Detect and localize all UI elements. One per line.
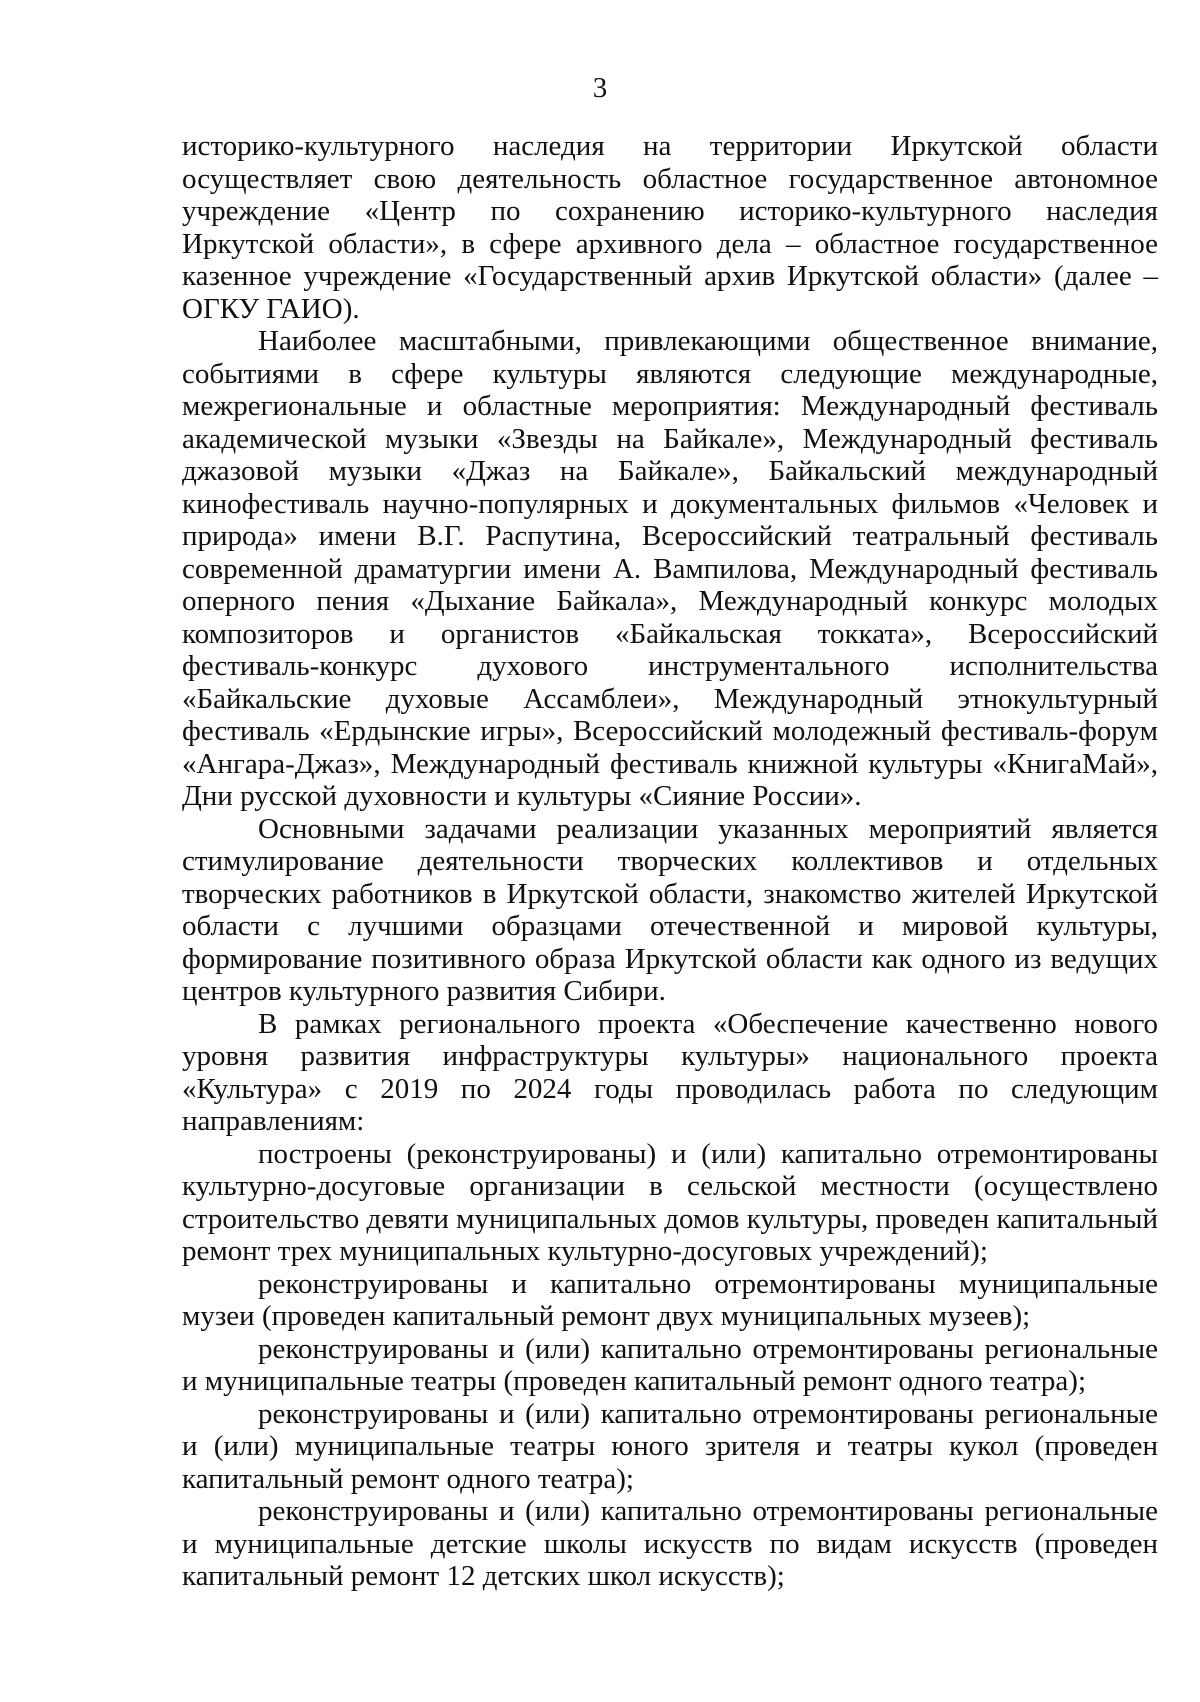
list-item-cultural-centers: построены (реконструированы) и (или) капитально отремонтированы культурно-досуговые организации в сельской местности (осуществлено строительство девяти муниципальных домов культуры, проведен капитальный ремонт трех муниципальных культурно-досуговых учреждений); — [182, 1137, 1158, 1267]
document-body — [182, 130, 1158, 1593]
list-item-theatres: реконструированы и (или) капитально отремонтированы региональные и муниципальные театры (проведен капитальный ремонт одного театра); — [182, 1332, 1158, 1397]
paragraph-continuation: историко-культурного наследия на территории Иркутской области осуществляет свою деятельность областное государственное автономное учреждение «Центр по сохранению историко-культурного наследия Иркутской области», в сфере архивного дела – областное государственное казенное учреждение «Государственный архив Иркутской области» (далее – ОГКУ ГАИО). — [182, 130, 1158, 325]
list-item-youth-puppet-theatres: реконструированы и (или) капитально отремонтированы региональные и (или) муниципальные театры юного зрителя и театры кукол (проведен капитальный ремонт одного театра); — [182, 1397, 1158, 1495]
paragraph-regional-project: В рамках регионального проекта «Обеспечение качественно нового уровня развития инфраструктуры культуры» национального проекта «Культура» с 2019 по 2024 годы проводилась работа по следующим направлениям: — [182, 1007, 1158, 1137]
paragraph-events: Наиболее масштабными, привлекающими общественное внимание, событиями в сфере культуры являются следующие международные, межрегиональные и областные мероприятия: Международный фестиваль академической музыки «Звезды на Байкале», Международный фестиваль джазовой музыки «Джаз на Байкале», Байкальский международный кинофестиваль научно-популярных и документальных фильмов «Человек и природа» имени В.Г. Распутина, Всероссийский театральный фестиваль современной драматургии имени А. Вампилова, Международный фестиваль оперного пения «Дыхание Байкала», Международный конкурс молодых композиторов и органистов «Байкальская токката», Всероссийский фестиваль-конкурс духового инструментального исполнительства «Байкальские духовые Ассамблеи», Международный этнокультурный фестиваль «Ердынские игры», Всероссийский молодежный фестиваль-форум «Ангара-Джаз», Международный фестиваль книжной культуры «КнигаМай», Дни русской духовности и культуры «Сияние России». — [182, 325, 1158, 812]
list-item-art-schools: реконструированы и (или) капитально отремонтированы региональные и муниципальные детские школы искусств по видам искусств (проведен капитальный ремонт 12 детских школ искусств); — [182, 1495, 1158, 1592]
paragraph-tasks: Основными задачами реализации указанных мероприятий является стимулирование деятельности творческих коллективов и отдельных творческих работников в Иркутской области, знакомство жителей Иркутской области с лучшими образцами отечественной и мировой культуры, формирование позитивного образа Иркутской области как одного из ведущих центров культурного развития Сибири. — [182, 812, 1158, 1007]
list-item-museums: реконструированы и капитально отремонтированы муниципальные музеи (проведен капитальный ремонт двух муниципальных музеев); — [182, 1267, 1158, 1332]
page-number: 3 — [592, 72, 608, 104]
